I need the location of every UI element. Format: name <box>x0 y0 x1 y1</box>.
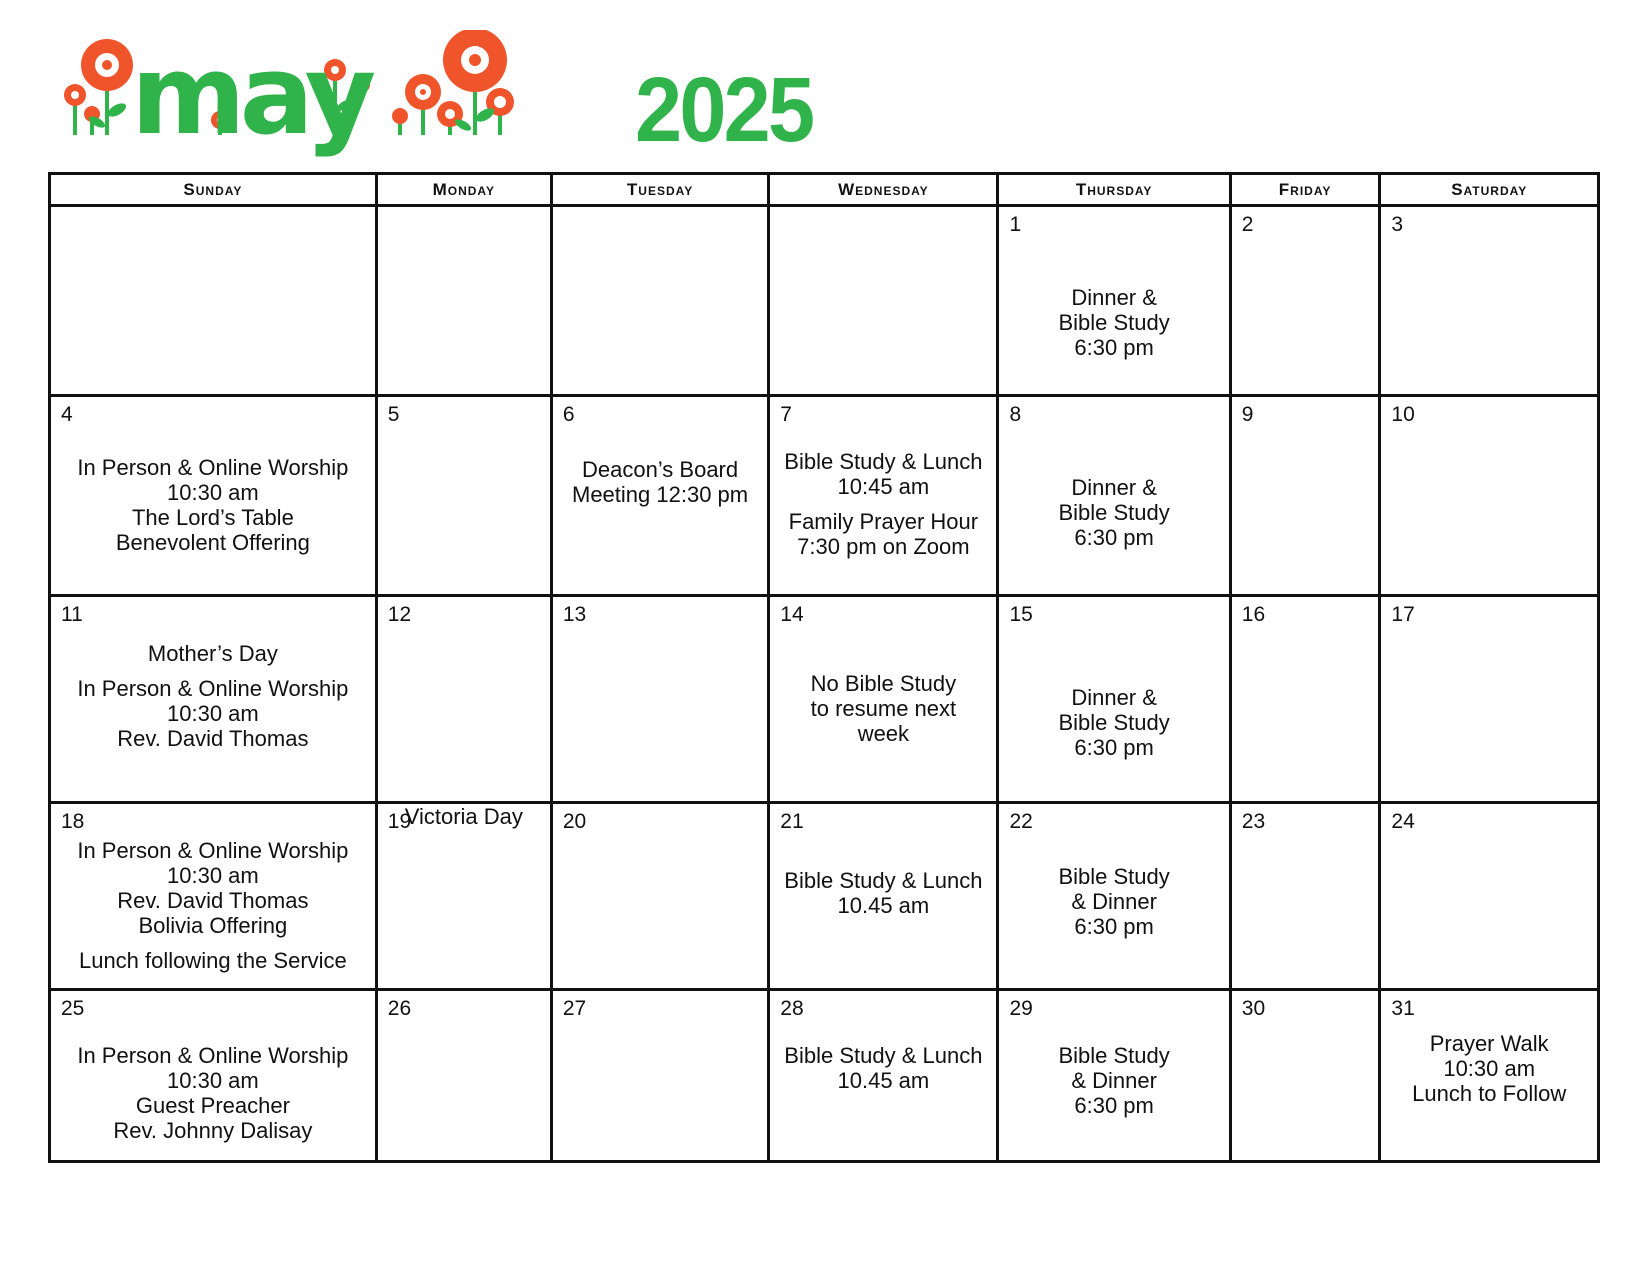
calendar-day-cell <box>998 206 1230 396</box>
weekday-header: Wednesday <box>769 174 998 206</box>
calendar-day-cell <box>376 206 551 396</box>
day-number: 15 <box>1009 603 1033 626</box>
calendar-day-cell <box>1380 206 1599 396</box>
day-events <box>774 868 992 918</box>
day-events <box>774 1043 992 1093</box>
day-number: 16 <box>1241 603 1266 626</box>
day-number: 28 <box>780 997 804 1020</box>
calendar-day-cell <box>998 990 1230 1162</box>
day-events <box>1003 285 1224 360</box>
event-text: Bible Study & Lunch <box>784 1043 983 1068</box>
day-events <box>557 457 763 507</box>
event-text: 10.45 am <box>837 1068 930 1093</box>
event-text: 10:45 am <box>837 474 930 499</box>
event-text: to resume next <box>810 696 957 721</box>
event-text: Prayer Walk <box>1429 1031 1549 1056</box>
calendar-day-cell <box>1230 990 1380 1162</box>
event-text: In Person & Online Worship <box>77 676 349 701</box>
calendar-day-cell <box>769 596 998 803</box>
day-number: 8 <box>1009 403 1022 426</box>
day-events <box>1385 1031 1593 1106</box>
calendar-day-cell <box>769 803 998 990</box>
event-text: 10.45 am <box>837 893 930 918</box>
calendar-day-cell <box>1230 596 1380 803</box>
day-events <box>382 804 546 829</box>
calendar-day-cell <box>769 396 998 596</box>
calendar-day-cell <box>1230 803 1380 990</box>
event-text: Guest Preacher <box>135 1093 290 1118</box>
calendar-day-cell <box>1230 206 1380 396</box>
calendar-day-cell <box>1380 396 1599 596</box>
event-text: & Dinner <box>1071 1068 1157 1093</box>
month-title: may <box>131 31 371 159</box>
event-text: Lunch following the Service <box>78 948 347 973</box>
weekday-header: Thursday <box>998 174 1230 206</box>
calendar-day-cell <box>551 803 768 990</box>
calendar-day-cell <box>551 396 768 596</box>
event-text: In Person & Online Worship <box>77 1043 349 1068</box>
event-text: Lunch to Follow <box>1412 1081 1567 1106</box>
calendar-day-cell <box>50 396 377 596</box>
day-events <box>1003 864 1224 939</box>
calendar-day-cell <box>769 206 998 396</box>
calendar-day-cell <box>1380 803 1599 990</box>
event-text: 6:30 pm <box>1074 735 1154 760</box>
day-events <box>1003 475 1224 550</box>
event-text: Rev. Johnny Dalisay <box>113 1118 313 1143</box>
event-text: week <box>857 721 910 746</box>
day-number: 29 <box>1009 997 1033 1020</box>
day-events <box>774 449 992 559</box>
event-text: Rev. David Thomas <box>117 888 309 913</box>
calendar-day-cell <box>376 396 551 596</box>
event-text: Dinner & <box>1071 285 1157 310</box>
calendar-day-cell <box>376 596 551 803</box>
day-number: 4 <box>61 403 73 426</box>
day-events <box>55 838 371 973</box>
day-number: 7 <box>780 403 792 426</box>
calendar-day-cell <box>50 596 377 803</box>
day-number: 22 <box>1009 810 1033 833</box>
event-text: Mother’s Day <box>147 641 278 666</box>
calendar-day-cell <box>551 596 768 803</box>
day-number: 5 <box>387 403 400 426</box>
event-text: 7:30 pm on Zoom <box>797 534 970 559</box>
day-number: 26 <box>387 997 412 1020</box>
event-text: 6:30 pm <box>1074 335 1154 360</box>
day-number: 27 <box>562 997 587 1020</box>
calendar-grid <box>48 172 1600 1163</box>
event-text: The Lord’s Table <box>131 505 294 530</box>
event-text: In Person & Online Worship <box>77 838 349 863</box>
day-number: 6 <box>562 403 575 426</box>
event-text: Meeting 12:30 pm <box>572 482 749 507</box>
calendar-day-cell <box>551 990 768 1162</box>
event-text: & Dinner <box>1071 889 1157 914</box>
day-number: 18 <box>61 810 85 833</box>
day-number: 20 <box>562 810 587 833</box>
calendar-week-row <box>50 206 1599 396</box>
event-text: Bolivia Offering <box>138 913 288 938</box>
event-text: Bible Study & Lunch <box>784 449 983 474</box>
event-text: Bible Study <box>1058 710 1170 735</box>
event-text: 10:30 am <box>1443 1056 1536 1081</box>
event-text: Dinner & <box>1071 685 1157 710</box>
weekday-header: Tuesday <box>551 174 768 206</box>
calendar-week-row <box>50 396 1599 596</box>
day-number: 12 <box>387 603 412 626</box>
day-number: 10 <box>1391 403 1415 426</box>
calendar-day-cell <box>50 206 377 396</box>
weekday-header: Sunday <box>50 174 377 206</box>
weekday-header: Friday <box>1230 174 1380 206</box>
event-text: Deacon’s Board <box>581 457 739 482</box>
event-text: Benevolent Offering <box>115 530 310 555</box>
event-text: Bible Study & Lunch <box>784 868 983 893</box>
event-text: Bible Study <box>1058 500 1170 525</box>
event-text: 6:30 pm <box>1074 525 1154 550</box>
day-number: 9 <box>1241 403 1254 426</box>
day-events <box>1003 1043 1224 1118</box>
event-text: Bible Study <box>1058 864 1170 889</box>
calendar-day-cell <box>50 990 377 1162</box>
calendar-day-cell <box>376 803 551 990</box>
calendar-day-cell <box>1230 396 1380 596</box>
calendar-header <box>55 30 815 170</box>
event-text: Family Prayer Hour <box>788 509 979 534</box>
calendar-day-cell <box>376 990 551 1162</box>
day-number: 25 <box>61 997 85 1020</box>
day-number: 3 <box>1391 213 1404 236</box>
day-events <box>55 1043 371 1143</box>
event-text: Bible Study <box>1058 1043 1170 1068</box>
day-events <box>55 455 371 555</box>
day-number: 24 <box>1391 810 1415 833</box>
day-number: 2 <box>1241 213 1254 236</box>
day-number: 19 <box>387 810 412 833</box>
event-text: 10:30 am <box>167 480 259 505</box>
day-events <box>55 641 371 751</box>
event-text: 6:30 pm <box>1074 1093 1154 1118</box>
day-number: 11 <box>61 603 83 626</box>
event-text: 6:30 pm <box>1074 914 1154 939</box>
weekday-header: Saturday <box>1380 174 1599 206</box>
event-text: 10:30 am <box>167 1068 259 1093</box>
day-events <box>774 671 992 746</box>
day-number: 13 <box>562 603 587 626</box>
calendar-day-cell <box>1380 596 1599 803</box>
calendar-day-cell <box>998 596 1230 803</box>
calendar-day-cell <box>998 803 1230 990</box>
day-number: 30 <box>1241 997 1266 1020</box>
weekday-header-row <box>50 174 1599 206</box>
event-text: Victoria Day <box>404 804 523 829</box>
day-events <box>1003 685 1224 760</box>
event-text: 10:30 am <box>167 863 259 888</box>
event-text: In Person & Online Worship <box>77 455 349 480</box>
day-number: 14 <box>780 603 804 626</box>
calendar-day-cell <box>1380 990 1599 1162</box>
day-number: 17 <box>1391 603 1415 626</box>
calendar-week-row <box>50 596 1599 803</box>
calendar-day-cell <box>998 396 1230 596</box>
event-text: Dinner & <box>1071 475 1157 500</box>
weekday-header: Monday <box>376 174 551 206</box>
event-text: No Bible Study <box>810 671 957 696</box>
calendar-day-cell <box>50 803 377 990</box>
year-title: 2025 <box>635 59 813 161</box>
day-number: 31 <box>1391 997 1415 1020</box>
event-text: Rev. David Thomas <box>117 726 309 751</box>
day-number: 23 <box>1241 810 1266 833</box>
calendar-day-cell <box>769 990 998 1162</box>
calendar-week-row <box>50 803 1599 990</box>
event-text: 10:30 am <box>167 701 259 726</box>
day-number: 21 <box>780 810 804 833</box>
day-number: 1 <box>1009 213 1022 236</box>
event-text: Bible Study <box>1058 310 1170 335</box>
calendar-day-cell <box>551 206 768 396</box>
calendar-week-row <box>50 990 1599 1162</box>
